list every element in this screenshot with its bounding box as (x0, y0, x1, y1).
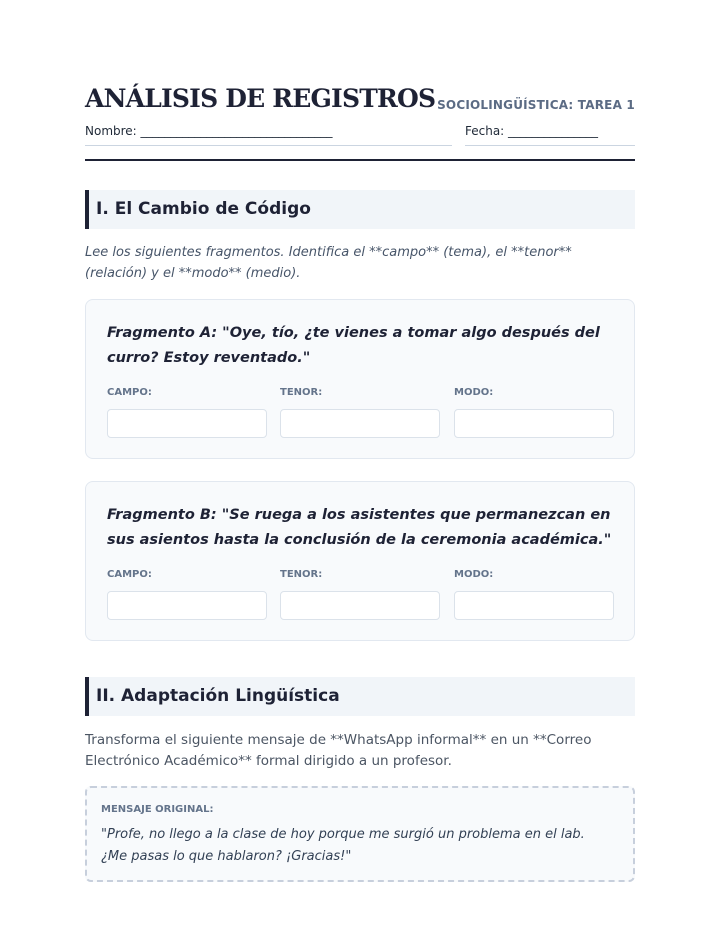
section-heading-2 (85, 677, 635, 716)
original-message-box (85, 786, 635, 882)
original-message-text: "Profe, no llego a la clase de hoy porque me surgió un problema en el lab. ¿Me pasas lo que hablaron? ¡Gracias!" (101, 827, 585, 864)
fragment-card-a (85, 299, 635, 459)
page-title: ANÁLISIS DE REGISTROS (85, 84, 436, 113)
date-field[interactable]: Fecha: _______________ (465, 124, 635, 146)
section-title-2: II. Adaptación Lingüística (96, 686, 340, 706)
campo-label: CAMPO: (107, 569, 152, 580)
modo-input-b[interactable] (454, 591, 614, 620)
fragment-text: Fragmento A: "Oye, tío, ¿te vienes a tomar algo después del curro? Estoy reventado." (107, 325, 600, 366)
section-heading-1 (85, 190, 635, 229)
name-field[interactable]: Nombre: ________________________________ (85, 124, 452, 146)
tenor-input-a[interactable] (280, 409, 440, 438)
student-fields (85, 124, 635, 146)
assignment-tag: SOCIOLINGÜÍSTICA: TAREA 1 (437, 98, 635, 112)
section1-instructions: Lee los siguientes fragmentos. Identifica el **campo** (tema), el **tenor** (relación) y el **modo** (medio). (85, 245, 572, 281)
tenor-input-b[interactable] (280, 591, 440, 620)
original-message-label: MENSAJE ORIGINAL: (101, 804, 214, 815)
campo-label: CAMPO: (107, 387, 152, 398)
campo-input-b[interactable] (107, 591, 267, 620)
tenor-label: TENOR: (280, 387, 323, 398)
modo-input-a[interactable] (454, 409, 614, 438)
section-title-1: I. El Cambio de Código (96, 199, 311, 219)
header-divider (85, 159, 635, 161)
tenor-label: TENOR: (280, 569, 323, 580)
worksheet-header (85, 84, 635, 118)
campo-input-a[interactable] (107, 409, 267, 438)
modo-label: MODO: (454, 387, 494, 398)
modo-label: MODO: (454, 569, 494, 580)
fragment-card-b (85, 481, 635, 641)
fragment-text: Fragmento B: "Se ruega a los asistentes que permanezcan en sus asientos hasta la conclusión de la ceremonia académica." (107, 507, 612, 548)
section2-instructions: Transforma el siguiente mensaje de **WhatsApp informal** en un **Correo Electrónico Académico** formal dirigido a un profesor. (85, 732, 592, 769)
